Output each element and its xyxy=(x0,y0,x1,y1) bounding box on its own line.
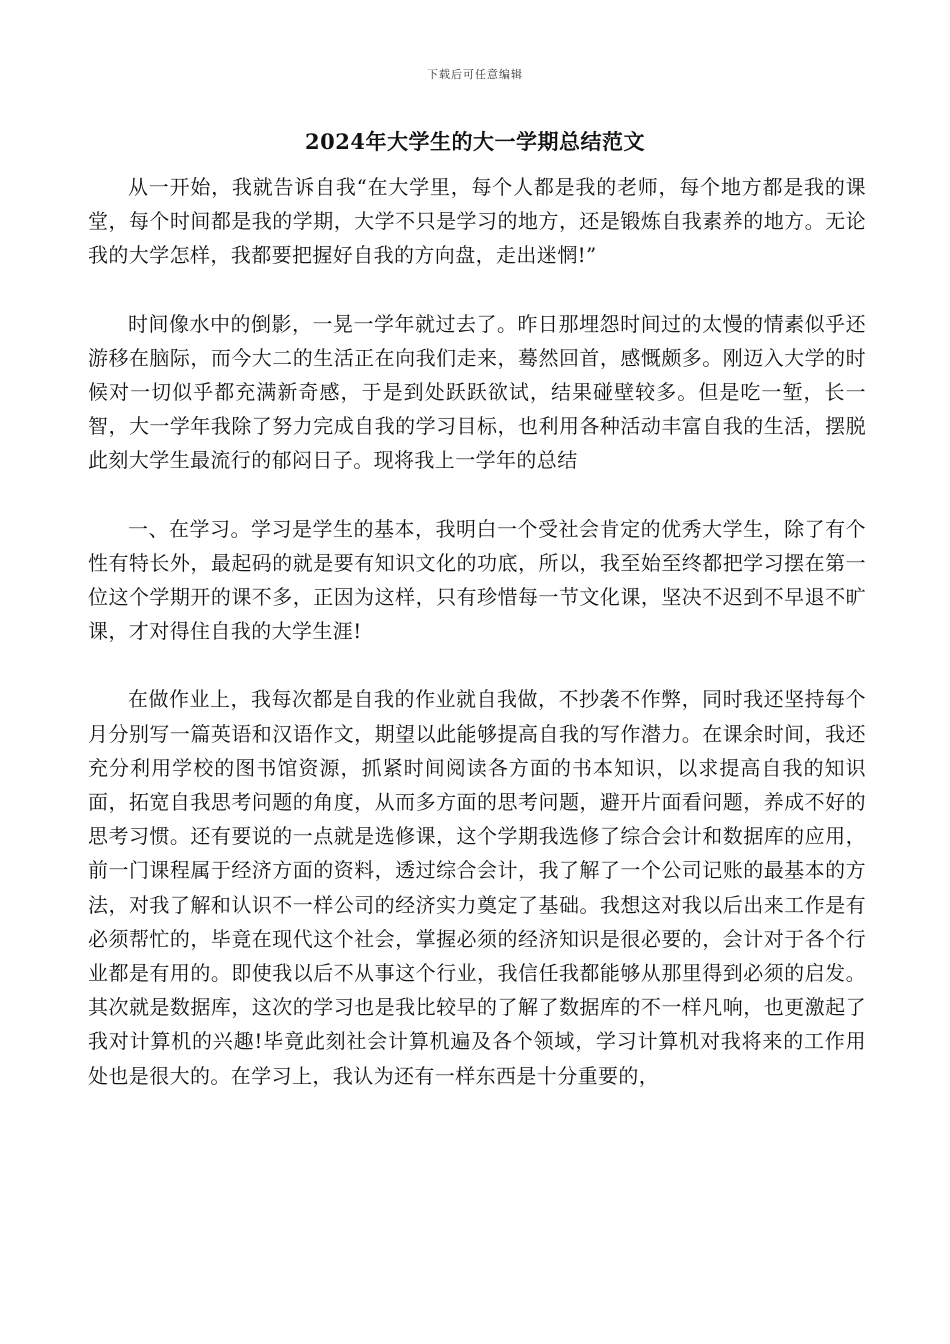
paragraph-1: 从一开始，我就告诉自我“在大学里，每个人都是我的老师，每个地方都是我的课堂，每个时间都是我的学期，大学不只是学习的地方，还是锻炼自我素养的地方。无论我的大学怎样，我都要把握好自我的方向盘，走出迷惘!” xyxy=(88,175,866,268)
document-title: 2024年大学生的大一学期总结范文 xyxy=(305,129,645,154)
document-body xyxy=(88,170,866,1093)
paragraph-2: 时间像水中的倒影，一晃一学年就过去了。昨日那埋怨时间过的太慢的情素似乎还游移在脑际，而今大二的生活正在向我们走来，蓦然回首，感慨颇多。刚迈入大学的时候对一切似乎都充满新奇感，于是到处跃跃欲试，结果碰壁较多。但是吃一堑，长一智，大一学年我除了努力完成自我的学习目标，也利用各种活动丰富自我的生活，摆脱此刻大学生最流行的郁闷日子。现将我上一学年的总结 xyxy=(88,311,866,473)
paragraph-3: 一、在学习。学习是学生的基本，我明白一个受社会肯定的优秀大学生，除了有个性有特长外，最起码的就是要有知识文化的功底，所以，我至始至终都把学习摆在第一位这个学期开的课不多，正因为这样，只有珍惜每一节文化课，坚决不迟到不早退不旷课，才对得住自我的大学生涯! xyxy=(88,516,866,644)
paragraph-4: 在做作业上，我每次都是自我的作业就自我做，不抄袭不作弊，同时我还坚持每个月分别写一篇英语和汉语作文，期望以此能够提高自我的写作潜力。在课余时间，我还充分利用学校的图书馆资源，抓紧时间阅读各方面的书本知识，以求提高自我的知识面，拓宽自我思考问题的角度，从而多方面的思考问题，避开片面看问题，养成不好的思考习惯。还有要说的一点就是选修课，这个学期我选修了综合会计和数据库的应用，前一门课程属于经济方面的资料，透过综合会计，我了解了一个公司记账的最基本的方法，对我了解和认识不一样公司的经济实力奠定了基础。我想这对我以后出来工作是有必须帮忙的，毕竟在现代这个社会，掌握必须的经济知识是很必要的，会计对于各个行业都是有用的。即使我以后不从事这个行业，我信任我都能够从那里得到必须的启发。其次就是数据库，这次的学习也是我比较早的了解了数据库的不一样凡响，也更激起了我对计算机的兴趣!毕竟此刻社会计算机遍及各个领域，学习计算机对我将来的工作用处也是很大的。在学习上，我认为还有一样东西是十分重要的， xyxy=(88,687,866,1088)
header-note: 下载后可任意编辑 xyxy=(427,68,523,81)
